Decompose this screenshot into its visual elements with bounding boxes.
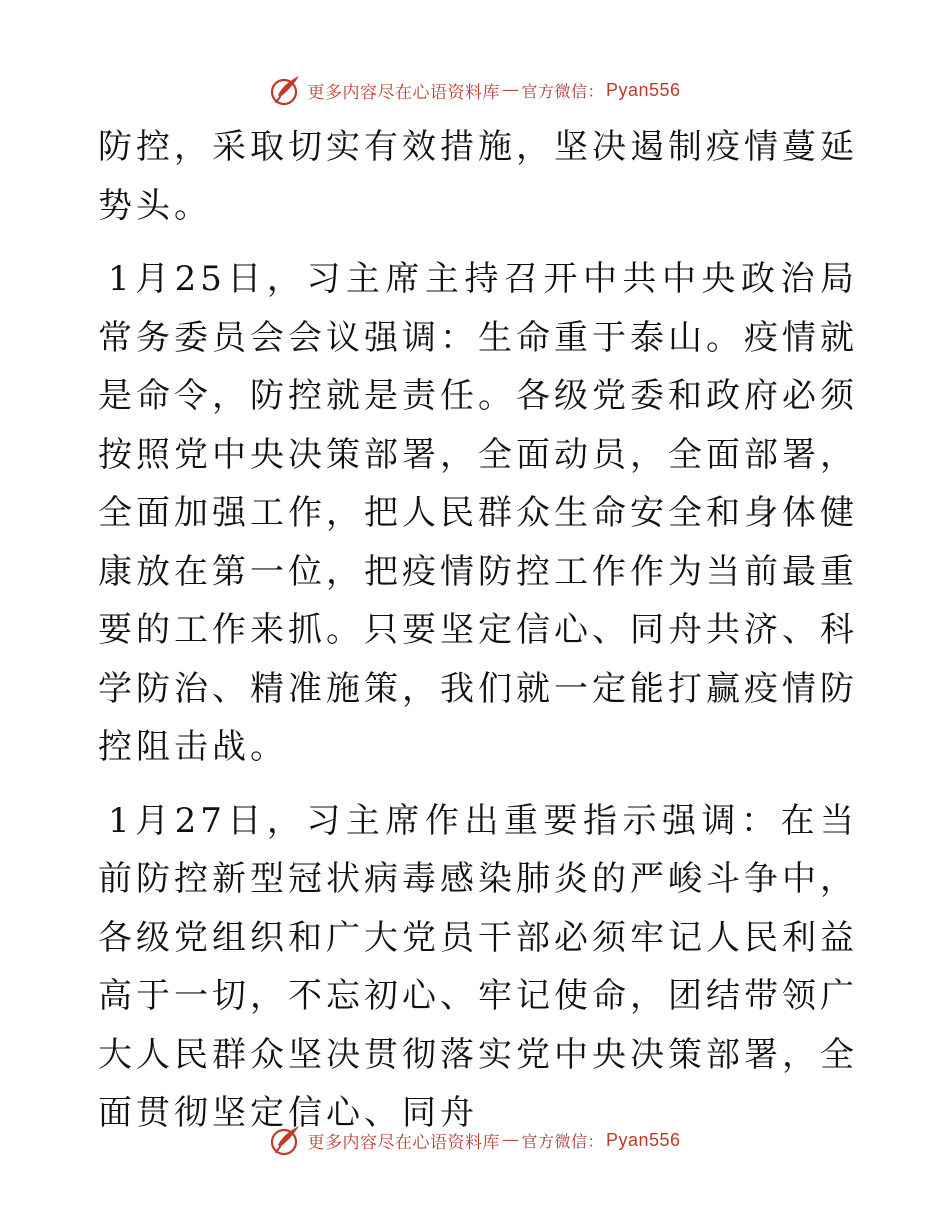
footer-dash: — bbox=[501, 1130, 520, 1150]
page-header bbox=[0, 72, 950, 108]
paragraph-1: 防控，采取切实有效措施，坚决遏制疫情蔓延势头。 bbox=[98, 127, 858, 226]
header-wechat-label: 官方微信： bbox=[521, 81, 604, 101]
quill-pen-logo-icon bbox=[269, 73, 303, 107]
document-body bbox=[98, 118, 858, 1143]
footer-brand bbox=[269, 1123, 680, 1157]
footer-wechat-id: Pyan556 bbox=[605, 1129, 681, 1150]
paragraph-3: 1月27日，习主席作出重要指示强调：在当前防控新型冠状病毒感染肺炎的严峻斗争中，各级党组织和广大党员干部必须牢记人民利益高于一切，不忘初心、牢记使命，团结带领广大人民群众坚决贯彻落实党中央决策部署，全面贯彻坚定信心、同舟 bbox=[98, 800, 858, 1133]
quill-pen-logo-icon bbox=[269, 1123, 303, 1157]
page-footer bbox=[0, 1122, 950, 1158]
header-brand bbox=[269, 73, 680, 107]
footer-wechat-label: 官方微信： bbox=[521, 1131, 604, 1151]
footer-brand-text: 更多内容尽在心语资料库 bbox=[307, 1132, 500, 1153]
paragraph-2: 1月25日，习主席主持召开中共中央政治局常务委员会会议强调：生命重于泰山。疫情就是命令，防控就是责任。各级党委和政府必须按照党中央决策部署，全面动员，全面部署，全面加强工作，把人民群众生命安全和身体健康放在第一位，把疫情防控工作作为当前最重要的工作来抓。只要坚定信心、同舟共济、科学防治、精准施策，我们就一定能打赢疫情防控阻击战。 bbox=[98, 259, 858, 767]
header-wechat-id: Pyan556 bbox=[605, 79, 681, 100]
header-brand-text: 更多内容尽在心语资料库 bbox=[307, 82, 500, 103]
header-dash: — bbox=[501, 80, 520, 100]
